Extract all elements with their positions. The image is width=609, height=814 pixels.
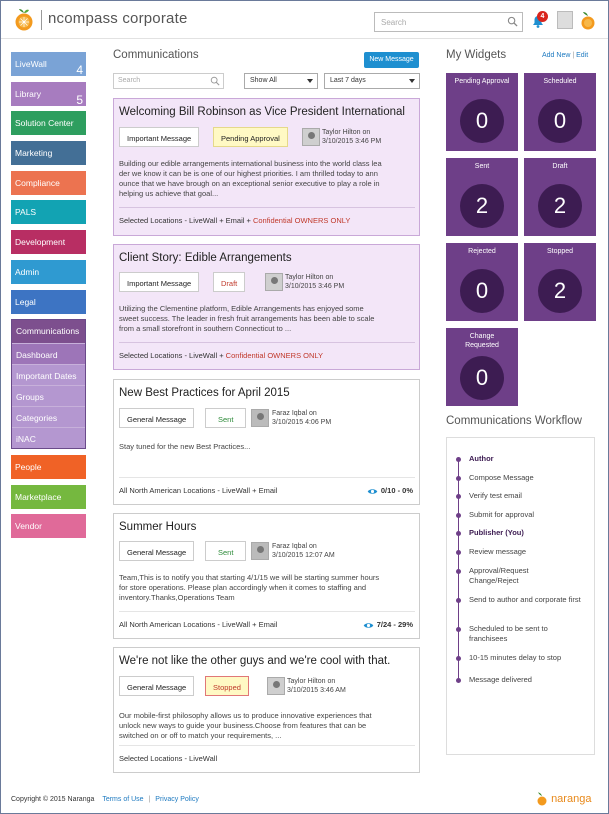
body-line: Building our edible arrangements international business into the world class lea [119, 159, 382, 168]
workflow-step: Send to author and corporate first [469, 595, 581, 604]
body-line: switched on or off to match your requirements, ... [119, 731, 282, 740]
message-recipients: All North American Locations - LiveWall + Email [119, 620, 278, 629]
view-stats[interactable] [363, 620, 413, 629]
user-avatar[interactable] [557, 11, 573, 29]
copyright-text: Copyright © 2015 Naranga [11, 796, 95, 803]
workflow-dot [456, 494, 461, 499]
body-line: ounce that we have brough on an exceptional senior executive to play a role in [119, 179, 380, 188]
page-footer [11, 796, 199, 803]
sidebar-item-library[interactable] [11, 82, 86, 106]
sidebar-item-label: People [15, 461, 42, 472]
message-title[interactable]: New Best Practices for April 2015 [119, 387, 290, 399]
sidebar-subitem-groups[interactable]: Groups [12, 385, 85, 406]
widget-rejected[interactable] [446, 243, 518, 321]
sidebar-item-communications[interactable]: Communications [12, 320, 85, 343]
workflow-step: Message delivered [469, 675, 532, 684]
sidebar-subitem-important-dates[interactable]: Important Dates [12, 364, 85, 385]
author-avatar [302, 128, 320, 146]
link-separator: | [148, 796, 151, 803]
notification-count-badge: 4 [537, 11, 548, 22]
sidebar-item-count: 4 [76, 63, 83, 77]
workflow-step: Submit for approval [469, 510, 535, 519]
message-status-tag: Draft [213, 272, 245, 292]
author-avatar [251, 409, 269, 427]
workflow-dot [456, 569, 461, 574]
widget-label: Sent [474, 163, 490, 170]
widget-value: 2 [460, 184, 504, 228]
body-line: for store operations. Please plan accordingly when it comes to staffing and [119, 583, 367, 592]
sidebar-item-label: Development [15, 237, 66, 248]
message-card[interactable] [113, 513, 420, 639]
page-title: Communications [113, 49, 199, 61]
widget-draft[interactable] [524, 158, 596, 236]
orange-menu-icon[interactable] [580, 11, 596, 31]
body-line: der we know it can be is one of our highest priorities. I am thrilled today to ann [119, 169, 378, 178]
message-date: 3/10/2015 3:46 PM [285, 283, 345, 290]
workflow-line [458, 458, 459, 678]
sidebar-nav [11, 52, 86, 544]
message-recipients [119, 351, 323, 360]
add-new-link[interactable]: Add New [542, 52, 571, 59]
brand-separator [41, 10, 42, 30]
workflow-step: Publisher (You) [469, 528, 524, 537]
sidebar-item-compliance[interactable] [11, 171, 86, 195]
sidebar-item-pals[interactable] [11, 200, 86, 224]
body-line: Our mobile-first philosophy allows us to produce innovative experiences that [119, 711, 372, 720]
edit-link[interactable]: Edit [576, 52, 589, 59]
sidebar-item-solution-center[interactable] [11, 111, 86, 135]
message-status-tag: Stopped [205, 676, 249, 696]
sidebar-item-legal[interactable] [11, 290, 86, 314]
widget-label: Draft [552, 163, 568, 170]
sidebar-item-label: Library [15, 88, 41, 99]
message-recipients: Selected Locations - LiveWall [119, 754, 218, 763]
sidebar-item-label: Marketing [15, 148, 53, 159]
footer-logo-text: naranga [551, 792, 592, 805]
date-filter-value: Last 7 days [330, 77, 366, 84]
workflow-title: Communications Workflow [446, 415, 582, 427]
workflow-dot [456, 627, 461, 632]
workflow-dot [456, 531, 461, 536]
recipients-text: Selected Locations - LiveWall + Email + [119, 216, 253, 225]
workflow-dot [456, 476, 461, 481]
terms-of-use-link[interactable]: Terms of Use [102, 796, 144, 803]
workflow-step: Review message [469, 547, 527, 556]
global-search-placeholder: Search [381, 18, 407, 27]
confidential-label: Confidential OWNERS ONLY [252, 216, 351, 225]
message-date: 3/10/2015 4:06 PM [272, 419, 332, 426]
search-icon[interactable] [210, 76, 220, 86]
message-author [287, 677, 346, 695]
message-search-input[interactable] [113, 73, 224, 89]
widget-scheduled[interactable] [524, 73, 596, 151]
workflow-dot [456, 513, 461, 518]
sidebar-item-label: PALS [15, 207, 37, 218]
view-stats[interactable] [367, 486, 413, 495]
message-body [119, 159, 415, 199]
divider [119, 745, 415, 746]
body-line: Utilizing the Clementine platform, Edible Arrangements has enjoyed some [119, 304, 364, 313]
view-stats-value: 7/24 - 29% [376, 620, 413, 629]
sidebar-item-marketing[interactable] [11, 141, 86, 165]
message-status-tag: Sent [205, 408, 246, 428]
message-author [285, 273, 344, 291]
brand-name: ncompass corporate [48, 10, 188, 27]
top-header [1, 1, 608, 39]
eye-icon [367, 488, 378, 495]
workflow-step: Approval/Request Change/Reject [469, 566, 529, 585]
message-category-tag: Important Message [119, 127, 199, 147]
body-line: sweet success. The leader in fresh fruit arrangements has been able to scale [119, 314, 375, 323]
workflow-step: Author [469, 454, 494, 463]
author-avatar [265, 273, 283, 291]
link-separator: | [572, 52, 577, 59]
sidebar-subitem-inac[interactable]: iNAC [12, 427, 85, 448]
message-recipients: All North American Locations - LiveWall + Email [119, 486, 278, 495]
widget-value: 0 [460, 356, 504, 400]
message-body [119, 304, 415, 334]
message-category-tag: General Message [119, 676, 194, 696]
sidebar-item-marketplace[interactable] [11, 485, 86, 509]
workflow-step: Compose Message [469, 473, 534, 482]
message-recipients [119, 216, 350, 225]
global-search-input[interactable] [374, 12, 523, 32]
workflow-box [446, 437, 595, 755]
sidebar-subitem-categories[interactable]: Categories [12, 406, 85, 427]
message-author [322, 128, 381, 146]
sidebar-item-label: Solution Center [15, 118, 74, 129]
message-title[interactable]: Summer Hours [119, 521, 197, 533]
sidebar-item-count: 5 [76, 92, 83, 107]
sidebar-item-development[interactable] [11, 230, 86, 254]
widget-value: 0 [538, 99, 582, 143]
message-author [272, 409, 331, 427]
sidebar-item-label: Vendor [15, 521, 42, 532]
message-card[interactable] [113, 98, 420, 236]
author-name: Faraz Iqbal on [272, 410, 317, 417]
message-title[interactable]: We're not like the other guys and we're cool with that. [119, 655, 391, 667]
body-line: from a small storefront in southern Connecticut to ... [119, 324, 292, 333]
author-avatar [267, 677, 285, 695]
message-status-tag: Sent [205, 541, 246, 561]
message-author [272, 542, 335, 560]
view-stats-value: 0/10 - 0% [380, 486, 413, 495]
message-body [119, 573, 415, 603]
widget-change-requested[interactable] [446, 328, 518, 406]
widget-stopped[interactable] [524, 243, 596, 321]
message-card[interactable] [113, 379, 420, 505]
workflow-dot [456, 656, 461, 661]
workflow-dot [456, 457, 461, 462]
widget-label: Scheduled [543, 78, 577, 85]
message-title[interactable]: Client Story: Edible Arrangements [119, 252, 292, 264]
orange-logo-icon [14, 8, 34, 32]
sidebar-item-label: Marketplace [15, 491, 62, 502]
widget-pending-approval[interactable] [446, 73, 518, 151]
sidebar-item-vendor[interactable] [11, 514, 86, 538]
eye-icon [363, 622, 374, 629]
message-title[interactable]: Welcoming Bill Robinson as Vice President International [119, 106, 405, 118]
sidebar-item-label: Admin [15, 266, 40, 277]
message-date: 3/10/2015 12:07 AM [272, 552, 335, 559]
message-category-tag: General Message [119, 541, 194, 561]
sidebar-item-livewall[interactable] [11, 52, 86, 76]
body-line: helping us achieve that goal... [119, 189, 219, 198]
widget-value: 2 [538, 184, 582, 228]
sidebar-item-admin[interactable] [11, 260, 86, 284]
widget-label: Rejected [468, 248, 496, 255]
message-search-placeholder: Search [118, 77, 141, 84]
search-icon[interactable] [507, 16, 518, 27]
message-status-tag: Pending Approval [213, 127, 288, 147]
confidential-label: Confidential OWNERS ONLY [225, 351, 324, 360]
workflow-dot [456, 678, 461, 683]
sidebar-communications-group [11, 319, 86, 449]
chevron-down-icon [307, 79, 313, 83]
sidebar-item-label: Compliance [15, 177, 60, 188]
new-message-button[interactable]: New Message [364, 52, 419, 68]
widget-label: Change Requested [465, 333, 499, 349]
orange-logo-icon [536, 792, 548, 806]
message-category-tag: Important Message [119, 272, 199, 292]
widget-sent[interactable] [446, 158, 518, 236]
recipients-text: Selected Locations - LiveWall + [119, 351, 226, 360]
chevron-down-icon [409, 79, 415, 83]
sidebar-item-label: LiveWall [15, 59, 47, 69]
divider [119, 477, 415, 478]
author-avatar [251, 542, 269, 560]
message-body [119, 711, 415, 741]
body-line: Team,This is to notify you that starting 4/1/15 we will be starting summer hours [119, 573, 380, 582]
show-filter-select[interactable] [244, 73, 318, 89]
privacy-policy-link[interactable]: Privacy Policy [155, 796, 199, 803]
widget-value: 2 [538, 269, 582, 313]
message-category-tag: General Message [119, 408, 194, 428]
divider [119, 342, 415, 343]
message-card[interactable] [113, 244, 420, 370]
message-card[interactable] [113, 647, 420, 773]
widgets-actions [542, 52, 588, 59]
author-name: Faraz Iqbal on [272, 543, 317, 550]
divider [119, 611, 415, 612]
workflow-dot [456, 598, 461, 603]
widget-value: 0 [460, 99, 504, 143]
sidebar-item-people[interactable] [11, 455, 86, 479]
message-body [119, 442, 415, 452]
body-line: Stay tuned for the new Best Practices... [119, 442, 251, 451]
show-filter-value: Show All [250, 77, 277, 84]
date-filter-select[interactable] [324, 73, 420, 89]
author-name: Taylor Hilton on [322, 129, 371, 136]
divider [119, 207, 415, 208]
body-line: inventory.Thanks,Operations Team [119, 593, 235, 602]
workflow-dot [456, 550, 461, 555]
widget-label: Stopped [546, 248, 574, 255]
workflow-step: Verify test email [469, 491, 522, 500]
workflow-step: 10-15 minutes delay to stop [469, 653, 562, 662]
body-line: unlock new ways to guide your business.Choose from features that can be [119, 721, 367, 730]
sidebar-subitem-dashboard[interactable]: Dashboard [12, 343, 85, 364]
workflow-step: Scheduled to be sent to franchisees [469, 624, 548, 643]
message-date: 3/10/2015 3:46 PM [322, 138, 382, 145]
sidebar-item-label: Legal [15, 296, 36, 307]
widget-value: 0 [460, 269, 504, 313]
author-name: Taylor Hilton on [287, 678, 336, 685]
message-date: 3/10/2015 3:46 AM [287, 687, 346, 694]
widget-label: Pending Approval [454, 78, 510, 85]
author-name: Taylor Hilton on [285, 274, 334, 281]
widgets-title: My Widgets [446, 49, 507, 61]
footer-logo [536, 792, 591, 806]
